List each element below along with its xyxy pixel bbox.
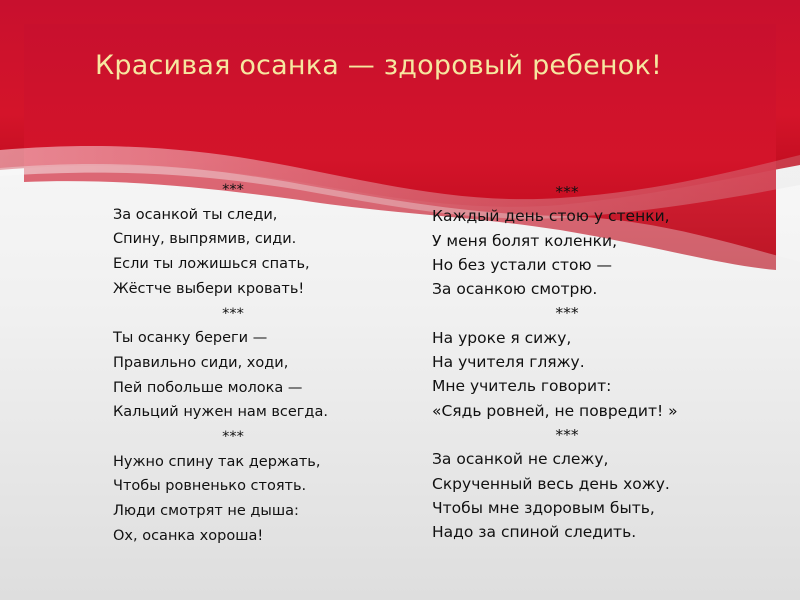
poem-line: Чтобы ровненько стоять.: [113, 478, 307, 495]
poem-line: Спину, выпрямив, сиди.: [113, 231, 297, 248]
poem-line: Жёстче выбери кровать!: [113, 280, 305, 297]
stanza-separator: ***: [222, 429, 244, 446]
poem-line: «Сядь ровней, не повредит! »: [432, 401, 678, 420]
poem-line: За осанкой не слежу,: [432, 450, 609, 469]
poem-line: Надо за спиной следить.: [432, 523, 637, 542]
poem-line: Люди смотрят не дыша:: [113, 503, 299, 520]
slide-title: Красивая осанка — здоровый ребенок!: [95, 50, 662, 81]
poem-line: У меня болят коленки,: [432, 231, 618, 250]
stanza-separator: ***: [222, 305, 244, 322]
poem-line: Если ты ложишься спать,: [113, 256, 310, 273]
poem-line: Ты осанку береги —: [113, 330, 268, 347]
left-poem: [113, 178, 353, 549]
poem-line: За осанкой ты следи,: [113, 206, 278, 223]
poem-line: Но без устали стою —: [432, 255, 612, 274]
stanza-separator: ***: [555, 304, 579, 323]
poem-line: На учителя гляжу.: [432, 353, 585, 372]
poem-line: Правильно сиди, ходи,: [113, 354, 289, 371]
poem-line: На уроке я сижу,: [432, 328, 572, 347]
poem-line: Скрученный весь день хожу.: [432, 474, 670, 493]
poem-line: Чтобы мне здоровым быть,: [432, 498, 655, 517]
stanza-separator: ***: [222, 182, 244, 198]
poem-line: Мне учитель говорит:: [432, 377, 612, 396]
poem-line: Ох, осанка хороша!: [113, 527, 264, 544]
stanza-separator: ***: [555, 425, 579, 444]
poem-line: Нужно спину так держать,: [113, 453, 321, 470]
poem-line: За осанкою смотрю.: [432, 280, 598, 299]
right-poem: [432, 180, 702, 544]
poem-line: Кальций нужен нам всегда.: [113, 404, 328, 421]
stanza-separator: ***: [555, 183, 579, 201]
poem-line: Пей побольше молока —: [113, 379, 303, 396]
poem-line: Каждый день стою у стенки,: [432, 207, 670, 226]
